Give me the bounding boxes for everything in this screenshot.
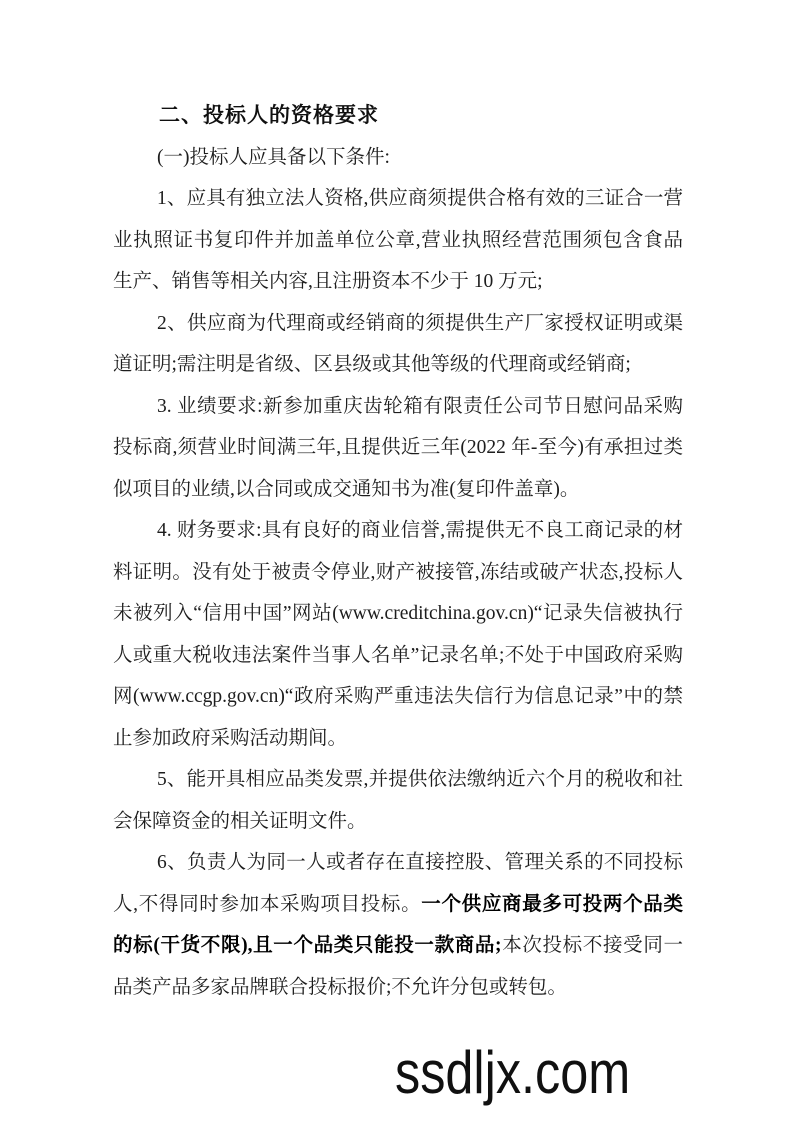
requirement-item-6-tail: 本次投标不接受同一品类产品多家品牌联合投标报价;不允许分包或转包。: [113, 935, 683, 998]
requirement-item-6-bold: 一个供应商最多可投两个品类的标(干货不限),且一个品类只能投一款商品;: [113, 893, 683, 956]
requirement-item-5: 5、能开具相应品类发票,并提供依法缴纳近六个月的税收和社会保障资金的相关证明文件。: [113, 769, 683, 832]
requirement-item-6: [113, 842, 683, 1008]
section-heading: 二、投标人的资格要求: [159, 103, 379, 127]
requirement-item-4: 4. 财务要求:具有良好的商业信誉,需提供无不良工商记录的材料证明。没有处于被责令停业,财产被接管,冻结或破产状态,投标人未被列入“信用中国”网站(www.creditchina.gov.cn)“记录失信被执行人或重大税收违法案件当事人名单”记录名单;不处于中国政府采购网(www.ccgp.gov.cn)“政府采购严重违法失信行为信息记录”中的禁止参加政府采购活动期间。: [113, 520, 683, 749]
requirement-item-1: 1、应具有独立法人资格,供应商须提供合格有效的三证合一营业执照证书复印件并加盖单位公章,营业执照经营范围须包含食品生产、销售等相关内容,且注册资本不少于 10 万元;: [113, 188, 683, 292]
document-body: [113, 95, 683, 1008]
requirement-item-2: 2、供应商为代理商或经销商的须提供生产厂家授权证明或渠道证明;需注明是省级、区县级或其他等级的代理商或经销商;: [113, 312, 683, 375]
intro-line: (一)投标人应具备以下条件:: [157, 146, 390, 168]
requirement-item-6-regular: 6、负责人为同一人或者存在直接控股、管理关系的不同投标人,不得同时参加本采购项目投标。: [113, 852, 683, 915]
watermark-text: ssdljx.com: [395, 1039, 631, 1106]
requirement-item-3: 3. 业绩要求:新参加重庆齿轮箱有限责任公司节日慰问品采购投标商,须营业时间满三年,且提供近三年(2022 年-至今)有承担过类似项目的业绩,以合同或成交通知书为准(复印件盖章)。: [113, 395, 683, 500]
